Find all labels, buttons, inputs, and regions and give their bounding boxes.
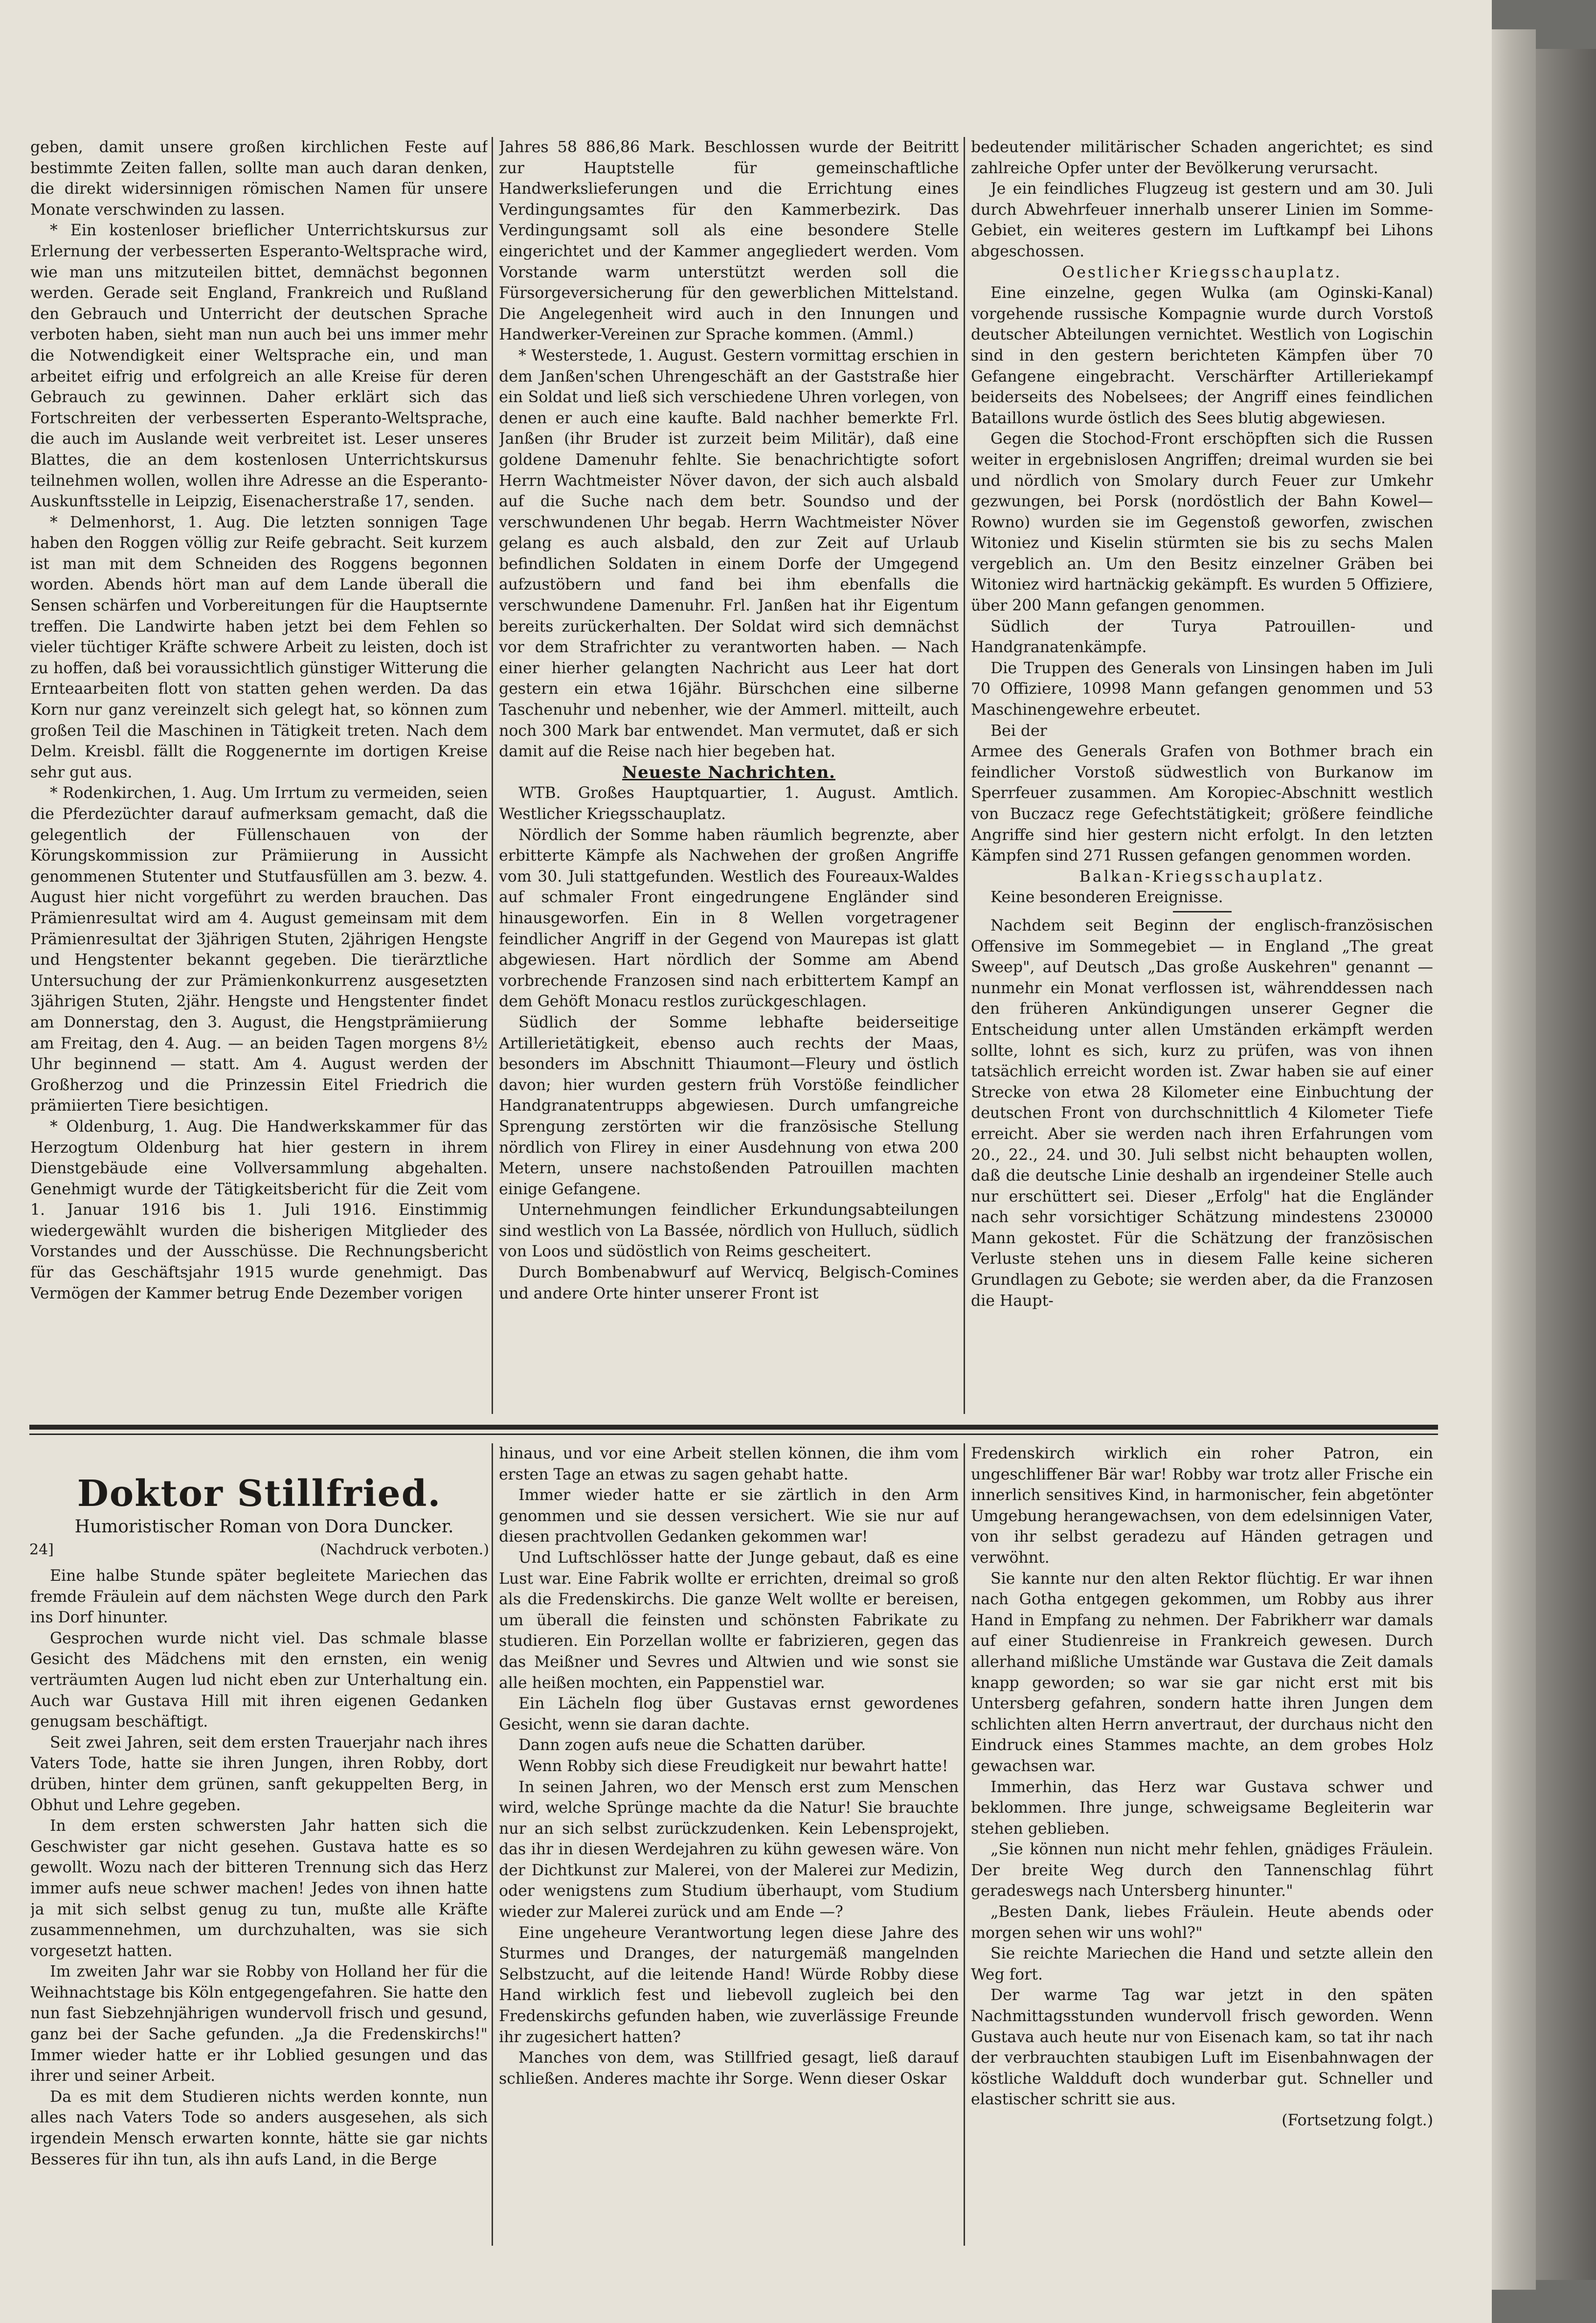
paragraph: Armee des Generals Grafen von Bothmer brach ein feindlicher Vorstoß südwestlich von Burkanow im Sperrfeuer zusammen. Am Koropiec-Abschnitt westlich von Buczacz rege Gefechtstätigkeit; größere feindliche Angriffe sind hier gestern nicht erfolgt. In den letzten Kämpfen sind 271 Russen gefangen genommen worden.: [971, 743, 1433, 865]
paragraph: Eine einzelne, gegen Wulka (am Oginski-Kanal) vorgehende russische Kompagnie wurde durch Vorstoß deutscher Abteilungen vernichtet. Westlich von Logischin sind in den gestern berichteten Kämpfen über 70 Gefangene eingebracht. Verschärfter Artilleriekampf beiderseits des Nobelsees; der Angriff eines feindlichen Bataillons wurde östlich des Sees blutig abgewiesen.: [971, 284, 1433, 427]
paragraph: geben, damit unsere großen kirchlichen Feste auf bestimmte Zeiten fallen, sollte man auch daran denken, die direkt widersinnigen römischen Namen für unsere Monate verschwinden zu lassen.: [30, 138, 488, 219]
novel-subtitle: Humoristischer Roman von Dora Duncker.: [74, 1517, 454, 1537]
paragraph: Keine besonderen Ereignisse.: [990, 888, 1223, 907]
paragraph: Dann zogen aufs neue die Schatten darüber.: [518, 1736, 866, 1754]
book-edge: [1536, 49, 1596, 2280]
paragraph: Im zweiten Jahr war sie Robby von Holland her für die Weihnachtstage bis Köln entgegengefahren. Sie hatte den nun fast Siebzehnjährigen wundervoll frisch und gesund, ganz bei der Sache gefunden. „Ja die Fredenskirchs!" Immer wieder hatte er ihr Loblied gesungen und das ihrer und seiner Arbeit.: [30, 1963, 488, 2085]
paragraph: WTB. Großes Hauptquartier, 1. August. Amtlich. Westlicher Kriegsschauplatz.: [499, 784, 959, 823]
column-divider: [492, 137, 493, 1414]
column-top-3: [971, 137, 1433, 1414]
column-novel-2: [499, 1443, 959, 2246]
paragraph: Bei der: [990, 722, 1047, 740]
paragraph: Eine ungeheure Verantwortung legen diese Jahre des Sturmes und Dranges, der naturgemäß mangelnden Selbstzucht, auf die leitende Hand! Würde Robby diese Hand wirklich fest und liebevoll zugleich bei den Fredenskirchs gefunden haben, wie zuverlässige Freunde ihr zugesichert hatten?: [499, 1924, 959, 2046]
reprint-notice: (Nachdruck verboten.): [319, 1541, 489, 1558]
page-edge: [1492, 29, 1536, 2290]
paragraph: Sie kannte nur den alten Rektor flüchtig. Er war ihnen nach Gotha entgegen gekommen, um Robby aus ihrer Hand in Empfang zu nehmen. Der Fabrikherr war damals auf einer Studienreise in Frankreich gewesen. Durch allerhand mißliche Umstände war Gustava die Zeit damals knapp geworden; so war sie gar nicht erst mit bis Untersberg gefahren, sondern hatte ihren Jungen dem schlichten alten Herrn anvertraut, der durchaus nicht den Eindruck eines Stammes machte, an dem grobes Holz gewachsen war.: [971, 1570, 1433, 1775]
paragraph: Sie reichte Mariechen die Hand und setzte allein den Weg fort.: [971, 1945, 1433, 1983]
paragraph: * Oldenburg, 1. Aug. Die Handwerkskammer für das Herzogtum Oldenburg hat hier gestern in ihrem Dienstgebäude eine Vollversammlung abgehalten. Genehmigt wurde der Tätigkeitsbericht für die Zeit vom 1. Januar 1916 bis 1. Juli 1916. Einstimmig wiedergewählt wurden die bisherigen Mitglieder des Vorstandes und der Ausschüsse. Die Rechnungsbericht für das Geschäftsjahr 1915 wurde genehmigt. Das Vermögen der Kammer betrug Ende Dezember vorigen: [30, 1117, 488, 1302]
paragraph: „Besten Dank, liebes Fräulein. Heute abends oder morgen sehen wir uns wohl?": [971, 1903, 1433, 1942]
paragraph: Nachdem seit Beginn der englisch-französischen Offensive im Sommegebiet — in England „The great Sweep", auf Deutsch „Das große Auskehren" genannt — nunmehr ein Monat verflossen ist, währenddessen nach den früheren Ankündigungen unserer Gegner die Entscheidung unter allen Umständen erkämpft werden sollte, lohnt es sich, kurz zu prüfen, was von ihnen tatsächlich erreicht worden ist. Zwar haben sie auf einer Strecke von etwa 28 Kilometer eine Einbuchtung der deutschen Front von durchschnittlich 4 Kilometer Tiefe erreicht. Aber sie werden nach ihren Erfahrungen vom 20., 22., 24. und 30. Juli selbst nicht behaupten wollen, daß die deutsche Linie deshalb an irgendeiner Stelle auch nur erschüttert sei. Dieser „Erfolg" hat die Engländer nach sehr vorsichtiger Schätzung mindestens 230000 Mann gekostet. Für die Schätzung der französischen Verluste stehen uns in diesem Falle keine sicheren Grundlagen zu Gebote; sie werden aber, da die Franzosen die Haupt-: [971, 916, 1433, 1310]
short-rule: [1173, 911, 1232, 912]
subsection-heading: Balkan-Kriegsschauplatz.: [1079, 867, 1325, 886]
section-divider-thin: [29, 1434, 1438, 1435]
paragraph: * Ein kostenloser brieflicher Unterrichtskursus zur Erlernung der verbesserten Esperanto-Weltsprache wird, wie man uns mitzuteilen bittet, demnächst begonnen werden. Gerade seit England, Frankreich und Rußland den Gebrauch und Unterricht der deutschen Sprache verboten haben, sieht man nun auch bei uns immer mehr die Notwendigkeit einer Weltsprache ein, und man arbeitet eifrig und erfolgreich an alle Kreise für deren Gebrauch zu gewinnen. Daher erklärt sich das Fortschreiten der verbesserten Esperanto-Weltsprache, die auch im Auslande weit verbreitet ist. Leser unseres Blattes, die an dem kostenlosen Unterrichtskursus teilnehmen wollen, wollen ihre Adresse an die Esperanto-Auskunftsstelle in Leipzig, Eisenacherstraße 17, senden.: [30, 222, 488, 511]
paragraph: Ein Lächeln flog über Gustavas ernst gewordenes Gesicht, wenn sie daran dachte.: [499, 1695, 959, 1733]
paragraph: * Delmenhorst, 1. Aug. Die letzten sonnigen Tage haben den Roggen völlig zur Reife gebracht. Seit kurzem ist man mit dem Schneiden des Roggens begonnen worden. Abends hört man auf dem Lande überall die Sensen schärfen und Vorbereitungen für die Hauptsernte treffen. Die Landwirte haben jetzt bei dem Fehlen so vieler tüchtiger Kräfte schwere Arbeit zu leisten, doch ist zu hoffen, daß bei voraussichtlich günstiger Witterung die Ernteaarbeiten flott von statten gehen werden. Da das Korn nur ganz vereinzelt sich gelegt hat, so können zum großen Teil die Maschinen in Tätigkeit treten. Nach dem Delm. Kreisbl. fällt die Roggenernte im dortigen Kreise sehr gut aus.: [30, 513, 488, 781]
section-divider-thick: [29, 1425, 1438, 1430]
paragraph: Und Luftschlösser hatte der Junge gebaut, daß es eine Lust war. Eine Fabrik wollte er errichten, dreimal so groß als die Fredenskirchs. Die ganze Welt wollte er bereisen, um überall die feinsten und schönsten Fabrikate zu studieren. Ein Porzellan wollte er fabrizieren, gegen das das Meißner und Sevres und Altwien und wie sonst sie alle heißen mochten, ein Pappenstiel war.: [499, 1549, 959, 1692]
paragraph: Immer wieder hatte er sie zärtlich in den Arm genommen und sie dessen versichert. Wie sie nur auf diesen prachtvollen Gedanken gekommen war!: [499, 1486, 959, 1546]
column-novel-3: [971, 1443, 1433, 2246]
paragraph: Immerhin, das Herz war Gustava schwer und beklommen. Ihre junge, schweigsame Begleiterin war stehen geblieben.: [971, 1778, 1433, 1838]
paragraph: Da es mit dem Studieren nichts werden konnte, nun alles nach Vaters Tode so anders ausgesehen, als sich irgendein Mensch erwarten konnte, hätte sie gar nichts Besseres für ihn tun, als ihn aufs Land, in die Berge: [30, 2088, 488, 2168]
subsection-heading: Oestlicher Kriegsschauplatz.: [1062, 263, 1342, 281]
paragraph: hinaus, und vor eine Arbeit stellen können, die ihm vom ersten Tage an etwas zu sagen gehabt hatte.: [499, 1445, 959, 1483]
novel-title: Doktor Stillfried.: [77, 1473, 442, 1515]
paragraph: „Sie können nun nicht mehr fehlen, gnädiges Fräulein. Der breite Weg durch den Tannenschlag führt geradeswegs nach Untersberg hinunter.": [971, 1841, 1433, 1900]
paragraph: Seit zwei Jahren, seit dem ersten Trauerjahr nach ihres Vaters Tode, hatte sie ihren Jungen, ihren Robby, dort drüben, hinter dem grünen, sanft gekuppelten Berg, in Obhut und Lehre gegeben.: [30, 1733, 488, 1814]
paragraph: Gesprochen wurde nicht viel. Das schmale blasse Gesicht des Mädchens mit den ernsten, ein wenig verträumten Augen lud nicht eben zur Unterhaltung ein. Auch war Gustava Hill mit ihren eigenen Gedanken genugsam beschäftigt.: [30, 1629, 488, 1731]
paragraph: Jahres 58 886,86 Mark. Beschlossen wurde der Beitritt zur Hauptstelle für gemeinschaftliche Handwerkslieferungen und die Errichtung eines Verdingungsamtes für den Kammerbezirk. Das Verdingungsamt soll als eine besondere Stelle eingerichtet und der Kammer angegliedert werden. Vom Vorstande warm unterstützt werden soll die Fürsorgeversicherung für den gewerblichen Mittelstand. Die Angelegenheit wird auch in den Innungen und Handwerker-Vereinen zur Sprache kommen. (Amml.): [499, 138, 959, 344]
paragraph: Durch Bombenabwurf auf Wervicq, Belgisch-Comines und andere Orte hinter unserer Front ist: [499, 1264, 959, 1302]
section-heading: Neueste Nachrichten.: [622, 762, 836, 782]
paragraph: In dem ersten schwersten Jahr hatten sich die Geschwister gar nicht gesehen. Gustava hatte es so gewollt. Wozu nach der bitteren Trennung sich das Herz immer aufs neue schwer machen! Jedes von ihnen hatte ja mit sich selbst genug zu tun, mußte alle Kräfte zusammennehmen, um durchzuhalten, was sie sich vorgesetzt hatten.: [30, 1817, 488, 1960]
paragraph: Gegen die Stochod-Front erschöpften sich die Russen weiter in ergebnislosen Angriffen; dreimal wurden sie bei und nördlich von Smolary durch Feuer zur Umkehr gezwungen, bei Porsk (nordöstlich der Bahn Kowel—Rowno) wurden sie im Gegenstoß geworfen, zwischen Witoniez und Kiselin stürmten sie bis zu sechs Malen vergeblich an. Um den Besitz einzelner Gräben bei Witoniez wird hartnäckig gekämpft. Es wurden 5 Offiziere, über 200 Mann gefangen genommen.: [971, 430, 1433, 615]
column-top-1: [30, 137, 488, 1414]
paragraph: bedeutender militärischer Schaden angerichtet; es sind zahlreiche Opfer unter der Bevölkerung verursacht.: [971, 138, 1433, 177]
column-novel-1: [30, 1566, 488, 2241]
column-top-2: [499, 137, 959, 1414]
paragraph: Die Truppen des Generals von Linsingen haben im Juli 70 Offiziere, 10998 Mann gefangen genommen und 53 Maschinengewehre erbeutet.: [971, 659, 1433, 719]
paragraph: * Rodenkirchen, 1. Aug. Um Irrtum zu vermeiden, seien die Pferdezüchter darauf aufmerksam gemacht, daß die gelegentlich der Füllenschauen von der Körungskommission zur Prämiierung in Aussicht genommenen Stutenter und Stutfausfüllen am 3. bezw. 4. August hier nicht vorgeführt zu werden brauchen. Das Prämienresultat wird am 4. August gemeinsam mit dem Prämienresultat der 3jährigen Stuten, 2jährigen Hengste und Hengstenter bekannt gegeben. Die tierärztliche Untersuchung der zur Prämienkonkurrenz ausgesetzten 3jährigen Stuten, 2jähr. Hengste und Hengstenter findet am Donnerstag, den 3. August, die Hengstprämiierung am Freitag, den 4. Aug. — an beiden Tagen morgens 8½ Uhr beginnend — statt. Am 4. August werden der Großherzog und die Prinzessin Eitel Friedrich die prämiierten Tiere besichtigen.: [30, 784, 488, 1115]
column-divider: [964, 1443, 965, 2246]
paragraph: Südlich der Turya Patrouillen- und Handgranatenkämpfe.: [971, 617, 1433, 657]
paragraph: Nördlich der Somme haben räumlich begrenzte, aber erbitterte Kämpfe als Nachwehen der großen Angriffe vom 30. Juli stattgefunden. Westlich des Foureaux-Waldes auf schmaler Front eingedrungene Engländer sind hinausgeworfen. Ein in 8 Wellen vorgetragener feindlicher Angriff in der Gegend von Maurepas ist glatt abgewiesen. Hart nördlich der Somme am Abend vorbrechende Franzosen sind nach erbittertem Kampf an dem Gehöft Monacu restlos zurückgeschlagen.: [499, 826, 959, 1011]
installment-number: 24]: [29, 1541, 54, 1558]
paragraph: * Westerstede, 1. August. Gestern vormittag erschien in dem Janßen'schen Uhrengeschäft an der Gaststraße hier ein Soldat und ließ sich verschiedene Uhren vorlegen, von denen er auch eine kaufte. Bald nachher bemerkte Frl. Janßen (ihr Bruder ist zurzeit beim Militär), daß eine goldene Damenuhr fehlte. Sie benachrichtigte sofort Herrn Wachtmeister Növer davon, der sich auch alsbald auf die Suche nach dem betr. Soundso und der verschwundenen Uhr begab. Herrn Wachtmeister Növer gelang es auch alsbald, den zur Zeit auf Urlaub befindlichen Soldaten in einem Dorfe der Umgegend aufzustöbern und fand bei ihm ebenfalls die verschwundene Damenuhr. Frl. Janßen hat ihr Eigentum bereits zurückerhalten. Der Soldat wird sich demnächst vor dem Strafrichter zu verantworten haben. — Nach einer hierher gelangten Nachricht aus Leer hat dort gestern ein etwa 16jähr. Bürschchen eine silberne Taschenuhr und nebenher, wie der Ammerl. mitteilt, auch noch 300 Mark bar entwendet. Man vermutet, daß er sich damit auf die Reise nach hier begeben hat.: [499, 346, 959, 761]
continuation-note: (Fortsetzung folgt.): [1281, 2112, 1433, 2129]
paragraph: Manches von dem, was Stillfried gesagt, ließ darauf schließen. Anderes machte ihr Sorge. Wenn dieser Oskar: [499, 2049, 959, 2088]
paragraph: Der warme Tag war jetzt in den späten Nachmittagsstunden wundervoll frisch geworden. Wenn Gustava auch heute nur von Eisenach kam, so tat ihr nach der verbrauchten staubigen Luft im Eisenbahnwagen der köstliche Waldduft doch wunderbar gut. Schneller und elastischer schritt sie aus.: [971, 1986, 1433, 2109]
paragraph: Fredenskirch wirklich ein roher Patron, ein ungeschliffener Bär war! Robby war trotz aller Frische ein innerlich sensitives Kind, in harmonischer, fein abgetönter Umgebung herangewachsen, von dem edelsinnigen Vater, von ihr selbst geradezu auf Händen getragen und verwöhnt.: [971, 1445, 1433, 1567]
paragraph: Je ein feindliches Flugzeug ist gestern und am 30. Juli durch Abwehrfeuer innerhalb unserer Linien im Somme-Gebiet, ein weiteres gestern im Luftkampf bei Lihons abgeschossen.: [971, 180, 1433, 260]
paragraph: Unternehmungen feindlicher Erkundungsabteilungen sind westlich von La Bassée, nördlich von Hulluch, südlich von Loos und südöstlich von Reims gescheitert.: [499, 1201, 959, 1261]
paragraph: Wenn Robby sich diese Freudigkeit nur bewahrt hatte!: [518, 1757, 948, 1775]
paragraph: Südlich der Somme lebhafte beiderseitige Artillerietätigkeit, ebenso auch rechts der Maas, besonders im Abschnitt Thiaumont—Fleury und östlich davon; hier wurden gestern früh Vorstöße feindlicher Handgranatentrupps abgewiesen. Durch umfangreiche Sprengung zerstörten wir die französische Stellung nördlich von Flirey in einer Ausdehnung von etwa 200 Metern, unsere nachstoßenden Patrouillen machten einige Gefangene.: [499, 1013, 959, 1198]
paragraph: In seinen Jahren, wo der Mensch erst zum Menschen wird, welche Sprünge machte da die Natur! Sie brauchte nur an sich selbst zurückzudenken. Kein Lebensprojekt, das ihr in diesen Werdejahren zu kühn gewesen wäre. Von der Dichtkunst zur Malerei, von der Malerei zur Medizin, oder wenigstens zum Studium überhaupt, vom Studium wieder zur Malerei zurück und am Ende —?: [499, 1778, 959, 1921]
paragraph: Eine halbe Stunde später begleitete Mariechen das fremde Fräulein auf dem nächsten Wege durch den Park ins Dorf hinunter.: [30, 1567, 488, 1627]
column-divider: [964, 137, 965, 1414]
novel-meta: [29, 1541, 489, 1561]
column-divider: [492, 1443, 493, 2246]
